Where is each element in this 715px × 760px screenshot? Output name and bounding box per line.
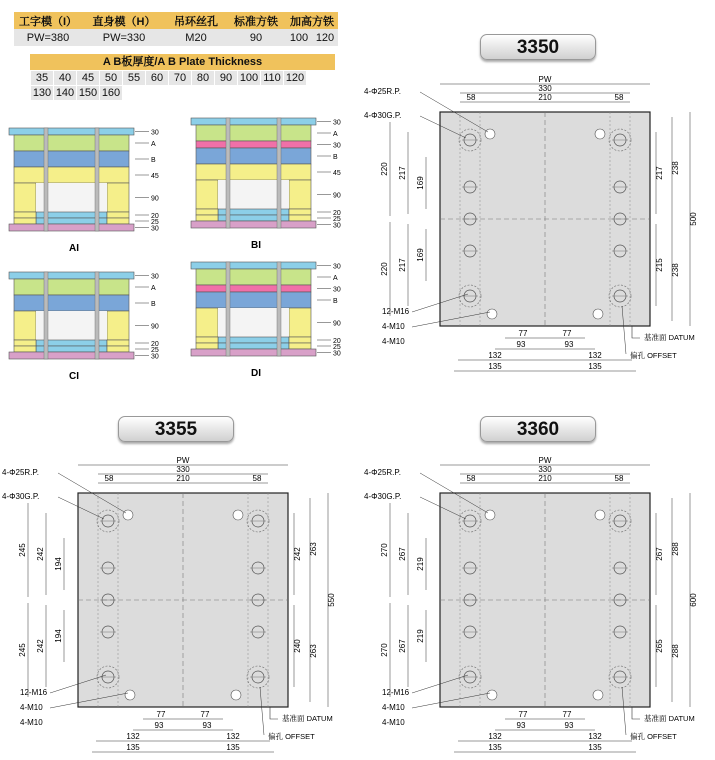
mold-diagram-ai (9, 128, 159, 254)
plan-drawing-3350 (362, 74, 712, 376)
thickness-cell (146, 86, 169, 101)
support-block (107, 340, 129, 346)
support-block (14, 218, 36, 224)
mold-plate (14, 151, 129, 167)
return-pin-hole (593, 309, 603, 319)
layer-label: 30 (151, 273, 159, 281)
mold-plate (9, 272, 134, 279)
support-block (107, 346, 129, 352)
dim-right: 238 (671, 263, 680, 277)
label-m10: 4-M10 (382, 322, 405, 331)
layer-label: 30 (151, 225, 159, 233)
datum-mark (270, 707, 278, 719)
mold-plate (196, 148, 311, 164)
support-block (14, 311, 36, 340)
layer-label: 30 (151, 353, 159, 361)
mold-plate (9, 128, 134, 135)
dim-pw: PW (176, 456, 190, 465)
mold-name: AI (69, 243, 79, 254)
label-m16: 12-M16 (382, 307, 410, 316)
mold-plate (191, 221, 316, 228)
model-badge-3355: 3355 (118, 416, 234, 442)
support-block (196, 337, 218, 343)
layer-label: 90 (333, 192, 341, 200)
mold-plate (191, 262, 316, 269)
layer-label: 30 (333, 350, 341, 358)
spec-value: 120 (312, 29, 338, 46)
dim-left: 267 (398, 639, 407, 653)
thickness-cell (261, 86, 284, 101)
label-datum: 基准面 DATUM (282, 714, 333, 723)
dim-height: 500 (689, 212, 698, 226)
dim-93: 93 (564, 340, 574, 349)
mold-diagram-bi (191, 118, 341, 251)
mold-plate (14, 279, 129, 295)
dim-93: 93 (516, 721, 526, 730)
dim-135: 135 (488, 743, 502, 752)
spec-header: 直身模（H） (82, 12, 166, 29)
layer-label: 25 (333, 344, 341, 351)
dim-132: 132 (588, 351, 602, 360)
guide-pin (95, 272, 99, 359)
dim-left: 242 (36, 547, 45, 561)
dim-height: 600 (689, 593, 698, 607)
mold-plate (9, 224, 134, 231)
dim-330: 330 (176, 465, 190, 474)
dim-210: 210 (538, 93, 552, 102)
mold-plate (14, 135, 129, 151)
dim-93: 93 (564, 721, 574, 730)
thickness-cell: 110 (261, 71, 284, 86)
label-datum: 基准面 DATUM (644, 714, 695, 723)
layer-label: 20 (333, 338, 341, 345)
spec-header: 加高方铁 (286, 12, 338, 29)
layer-label: 45 (151, 173, 159, 180)
thickness-cell: 100 (238, 71, 261, 86)
thickness-cell: 50 (100, 71, 123, 86)
layer-label: 30 (333, 119, 341, 127)
return-pin-hole (593, 690, 603, 700)
thickness-cell (284, 86, 307, 101)
dim-height: 550 (327, 593, 336, 607)
layer-label: 20 (333, 210, 341, 217)
spec-table (14, 12, 338, 46)
layer-label: 25 (151, 347, 159, 354)
mold-diagram-di (191, 262, 341, 379)
dim-right: 215 (655, 258, 664, 272)
guide-pin (226, 262, 230, 356)
layer-label: 25 (151, 219, 159, 226)
guide-pin (44, 272, 48, 359)
support-block (289, 337, 311, 343)
spec-header: 标准方铁 (226, 12, 286, 29)
dim-77: 77 (562, 710, 572, 719)
mold-diagrams (0, 110, 350, 390)
mold-plate (196, 125, 311, 141)
spec-value: PW=330 (82, 29, 166, 46)
label-m10: 4-M10 (20, 718, 43, 727)
support-block (14, 212, 36, 218)
label-guide-pin: 4-Φ30G.P. (2, 492, 40, 501)
dim-135: 135 (588, 362, 602, 371)
dim-left: 219 (416, 557, 425, 571)
label-m10: 4-M10 (20, 703, 43, 712)
plan-drawing-3360 (362, 455, 712, 757)
dim-right: 217 (655, 166, 664, 180)
spec-value: 90 (226, 29, 286, 46)
label-return-pin: 4-Φ25R.P. (364, 87, 401, 96)
dim-left: 217 (398, 166, 407, 180)
mold-plate (14, 295, 129, 311)
layer-label: 20 (151, 213, 159, 220)
return-pin-hole (231, 690, 241, 700)
thickness-cell (192, 86, 215, 101)
thickness-cell: 35 (31, 71, 54, 86)
support-block (289, 215, 311, 221)
layer-label: 30 (151, 129, 159, 137)
guide-pin (277, 118, 281, 228)
mold-plate (196, 141, 311, 148)
return-pin-hole (595, 129, 605, 139)
dim-58: 58 (614, 93, 624, 102)
layer-label: B (333, 154, 338, 161)
layer-label: B (333, 298, 338, 305)
return-pin-hole (485, 510, 495, 520)
dim-left: 220 (380, 162, 389, 176)
support-block (196, 343, 218, 349)
guide-pin (226, 118, 230, 228)
thickness-cell: 70 (169, 71, 192, 86)
label-offset: 偏孔 OFFSET (630, 732, 677, 741)
dim-210: 210 (538, 474, 552, 483)
layer-label: A (333, 131, 338, 138)
dim-left: 270 (380, 543, 389, 557)
dim-132: 132 (588, 732, 602, 741)
return-pin-hole (487, 690, 497, 700)
dim-left: 270 (380, 643, 389, 657)
dim-135: 135 (588, 743, 602, 752)
layer-label: 30 (333, 286, 341, 294)
model-badge-3360: 3360 (480, 416, 596, 442)
layer-label: A (151, 141, 156, 148)
dim-right: 263 (309, 644, 318, 658)
dim-93: 93 (154, 721, 164, 730)
support-block (14, 346, 36, 352)
return-pin-hole (485, 129, 495, 139)
dim-pw: PW (538, 456, 552, 465)
mold-plate (196, 164, 311, 180)
dim-left: 169 (416, 176, 425, 190)
dim-132: 132 (488, 351, 502, 360)
mold-plate (196, 285, 311, 292)
mold-plate (196, 269, 311, 285)
return-pin-hole (125, 690, 135, 700)
thickness-cell (215, 86, 238, 101)
plan-drawing-3355 (0, 455, 350, 757)
dim-right: 267 (655, 547, 664, 561)
label-return-pin: 4-Φ25R.P. (2, 468, 39, 477)
dim-right: 263 (309, 542, 318, 556)
dim-left: 267 (398, 547, 407, 561)
thickness-cell: 40 (54, 71, 77, 86)
mold-plate (9, 352, 134, 359)
spec-value: 100 (286, 29, 312, 46)
dim-left: 169 (416, 248, 425, 262)
return-pin-hole (123, 510, 133, 520)
dim-132: 132 (488, 732, 502, 741)
dim-77: 77 (156, 710, 166, 719)
dim-77: 77 (518, 329, 528, 338)
layer-label: 30 (333, 222, 341, 230)
support-block (289, 308, 311, 337)
label-m16: 12-M16 (20, 688, 48, 697)
dim-330: 330 (538, 465, 552, 474)
mold-name: BI (251, 240, 261, 251)
label-guide-pin: 4-Φ30G.P. (364, 111, 402, 120)
mold-name: DI (251, 368, 261, 379)
layer-label: B (151, 157, 156, 164)
dim-210: 210 (176, 474, 190, 483)
dim-left: 245 (18, 643, 27, 657)
mold-plate (191, 118, 316, 125)
layer-label: A (333, 275, 338, 282)
thickness-cell (169, 86, 192, 101)
dim-right: 242 (293, 547, 302, 561)
dim-132: 132 (126, 732, 140, 741)
dim-left: 217 (398, 258, 407, 272)
label-m10: 4-M10 (382, 337, 405, 346)
support-block (289, 209, 311, 215)
dim-left: 194 (54, 557, 63, 571)
spec-header: 工字模（I） (14, 12, 82, 29)
dim-right: 240 (293, 639, 302, 653)
dim-left: 245 (18, 543, 27, 557)
dim-135: 135 (488, 362, 502, 371)
thickness-cell: 80 (192, 71, 215, 86)
layer-label: 45 (333, 170, 341, 177)
thickness-cell: 160 (100, 86, 123, 101)
dim-77: 77 (200, 710, 210, 719)
layer-label: 90 (333, 320, 341, 328)
dim-93: 93 (202, 721, 212, 730)
label-offset: 偏孔 OFFSET (630, 351, 677, 360)
datum-mark (632, 326, 640, 338)
support-block (196, 215, 218, 221)
dim-77: 77 (518, 710, 528, 719)
dim-135: 135 (226, 743, 240, 752)
dim-58: 58 (466, 93, 476, 102)
guide-pin (95, 128, 99, 231)
spec-value: PW=380 (14, 29, 82, 46)
dim-58: 58 (252, 474, 262, 483)
guide-pin (277, 262, 281, 356)
mold-plate (191, 349, 316, 356)
thickness-cell: 55 (123, 71, 146, 86)
dim-77: 77 (562, 329, 572, 338)
thickness-cell: 60 (146, 71, 169, 86)
dim-58: 58 (104, 474, 114, 483)
thickness-cell: 150 (77, 86, 100, 101)
thickness-cell: 130 (31, 86, 54, 101)
support-block (289, 180, 311, 209)
dim-left: 219 (416, 629, 425, 643)
label-m10: 4-M10 (382, 718, 405, 727)
layer-label: 30 (333, 263, 341, 271)
label-m10: 4-M10 (382, 703, 405, 712)
support-block (14, 183, 36, 212)
dim-135: 135 (126, 743, 140, 752)
label-return-pin: 4-Φ25R.P. (364, 468, 401, 477)
support-block (107, 183, 129, 212)
dim-right: 238 (671, 161, 680, 175)
dim-right: 288 (671, 644, 680, 658)
layer-label: A (151, 285, 156, 292)
model-badge-3350: 3350 (480, 34, 596, 60)
return-pin-hole (233, 510, 243, 520)
thickness-cell: 140 (54, 86, 77, 101)
dim-330: 330 (538, 84, 552, 93)
thickness-cell (238, 86, 261, 101)
thickness-cell: 90 (215, 71, 238, 86)
dim-right: 265 (655, 639, 664, 653)
guide-pin (44, 128, 48, 231)
support-block (107, 212, 129, 218)
label-datum: 基准面 DATUM (644, 333, 695, 342)
mold-plate (14, 167, 129, 183)
label-guide-pin: 4-Φ30G.P. (364, 492, 402, 501)
thickness-table (30, 70, 307, 101)
spec-value: M20 (166, 29, 226, 46)
layer-label: 30 (333, 142, 341, 150)
return-pin-hole (595, 510, 605, 520)
dim-58: 58 (614, 474, 624, 483)
layer-label: 20 (151, 341, 159, 348)
support-block (107, 218, 129, 224)
dim-pw: PW (538, 75, 552, 84)
thickness-cell: 120 (284, 71, 307, 86)
support-block (107, 311, 129, 340)
support-block (289, 343, 311, 349)
label-offset: 偏孔 OFFSET (268, 732, 315, 741)
layer-label: 25 (333, 216, 341, 223)
dim-132: 132 (226, 732, 240, 741)
datum-mark (632, 707, 640, 719)
return-pin-hole (487, 309, 497, 319)
dim-left: 220 (380, 262, 389, 276)
thickness-title: A B板厚度/A B Plate Thickness (30, 54, 335, 70)
label-m16: 12-M16 (382, 688, 410, 697)
spec-header: 吊环丝孔 (166, 12, 226, 29)
thickness-cell: 45 (77, 71, 100, 86)
dim-left: 242 (36, 639, 45, 653)
support-block (14, 340, 36, 346)
dim-93: 93 (516, 340, 526, 349)
mold-diagram-ci (9, 272, 159, 382)
dim-right: 288 (671, 542, 680, 556)
mold-name: CI (69, 371, 79, 382)
layer-label: 90 (151, 323, 159, 331)
dim-58: 58 (466, 474, 476, 483)
layer-label: B (151, 301, 156, 308)
thickness-cell (123, 86, 146, 101)
mold-plate (196, 292, 311, 308)
support-block (196, 308, 218, 337)
support-block (196, 180, 218, 209)
support-block (196, 209, 218, 215)
dim-left: 194 (54, 629, 63, 643)
layer-label: 90 (151, 195, 159, 203)
